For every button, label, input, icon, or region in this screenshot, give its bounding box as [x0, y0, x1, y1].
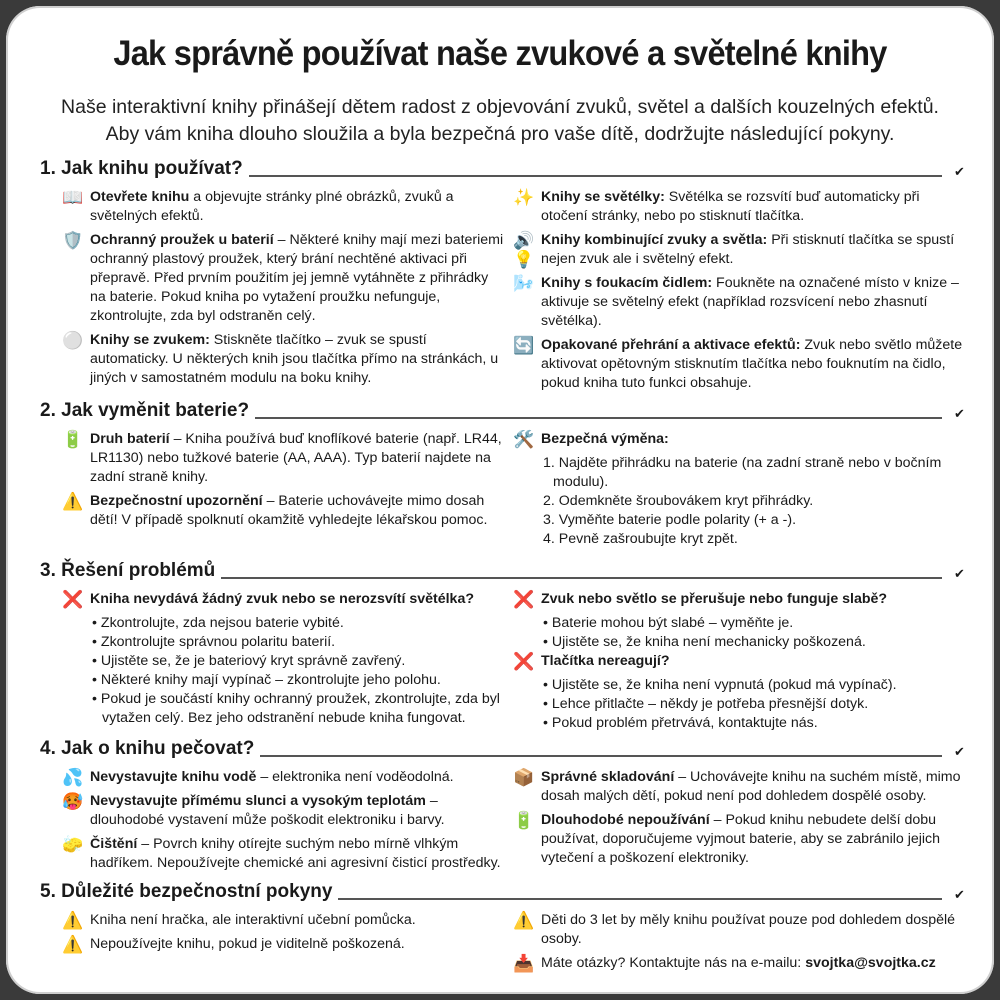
item-text	[90, 492, 505, 530]
list-item	[62, 911, 505, 930]
bullet-list	[62, 614, 505, 728]
list-item	[62, 430, 505, 487]
column-left	[40, 188, 505, 398]
list-item	[62, 188, 505, 226]
warning-icon: ⚠️	[62, 492, 84, 511]
list-item	[62, 231, 505, 326]
page-title: Jak správně používat naše zvukové a světelné knihy	[113, 34, 887, 73]
item-text	[541, 652, 670, 671]
chevron-icon: ✔	[954, 164, 965, 179]
item-text	[90, 188, 505, 226]
item-text	[541, 274, 970, 331]
section	[40, 879, 970, 978]
list-item	[513, 811, 970, 868]
column-right	[505, 590, 970, 733]
column-left	[40, 768, 505, 878]
list-item	[513, 954, 970, 973]
bullet-item: 2. Odemkněte šroubovákem kryt přihrádky.	[543, 493, 814, 509]
cleaning-icon: 🧽	[62, 835, 84, 854]
divider	[255, 417, 942, 419]
hot-face-icon: 🥵	[62, 792, 84, 811]
section-header	[40, 879, 970, 903]
bullet-item: • Ujistěte se, že kniha není vypnutá (pokud má vypínač).	[543, 677, 897, 693]
item-heading: Kniha nevydává žádný zvuk nebo se nerozsvítí světélka?	[90, 591, 474, 607]
chevron-icon: ✔	[954, 566, 965, 581]
column-left	[40, 430, 505, 549]
section-title: 3. Řešení problémů	[40, 560, 216, 581]
list-item	[62, 331, 505, 388]
item-text	[90, 935, 405, 954]
item-heading: Bezpečnostní upozornění	[90, 493, 263, 509]
item-text	[90, 911, 416, 930]
item-heading: Bezpečná výměna:	[541, 431, 669, 447]
item-heading: Správné skladování	[541, 769, 675, 785]
divider	[221, 577, 942, 579]
section-title: 1. Jak knihu používat?	[40, 158, 243, 179]
section-header	[40, 156, 970, 180]
section-title: 2. Jak vyměnit baterie?	[40, 400, 250, 421]
bullet-item: 4. Pevně zašroubujte kryt zpět.	[543, 531, 738, 547]
item-heading: Dlouhodobé nepoužívání	[541, 812, 710, 828]
list-item	[513, 590, 970, 652]
item-text	[90, 331, 505, 388]
item-body: Kniha není hračka, ale interaktivní učební pomůcka.	[90, 912, 416, 928]
item-text	[90, 768, 454, 787]
list-item	[513, 768, 970, 806]
bullet-item: • Lehce přitlačte – někdy je potřeba přesnější dotyk.	[543, 696, 869, 712]
item-body: Při stisknutí tlačítka se spustí nejen zvuk ale i světelný efekt.	[541, 232, 955, 267]
item-heading: Druh baterií	[90, 431, 170, 447]
bullet-item: • Některé knihy mají vypínač – zkontrolujte jeho polohu.	[92, 672, 441, 688]
section-title: 5. Důležité bezpečnostní pokyny	[40, 881, 333, 902]
battery-icon: 🔋	[513, 811, 535, 830]
item-heading: Knihy se světélky:	[541, 189, 665, 205]
section	[40, 558, 970, 733]
item-text	[541, 768, 970, 806]
list-item	[513, 188, 970, 226]
email-link[interactable]: svojtka@svojtka.cz	[805, 955, 936, 971]
section-header	[40, 736, 970, 760]
section	[40, 156, 970, 398]
item-text	[90, 231, 505, 326]
list-item	[513, 430, 970, 549]
divider	[338, 898, 942, 900]
item-body: Foukněte na označené místo v knize – aktivuje se světelný efekt (například rozsvícení nebo zhasnutí světélka).	[541, 275, 959, 329]
item-body: – elektronika není voděodolná.	[256, 769, 454, 785]
item-heading: Otevřete knihu	[90, 189, 190, 205]
bullet-item: • Zkontrolujte správnou polaritu baterií.	[92, 634, 336, 650]
book-icon: 📖	[62, 188, 84, 207]
item-body: a objevujte stránky plné obrázků, zvuků a světelných efektů.	[90, 189, 454, 224]
chevron-icon: ✔	[954, 406, 965, 421]
tools-icon: 🛠️	[513, 430, 535, 449]
warning-icon: ⚠️	[62, 935, 84, 954]
bullet-item: • Ujistěte se, že kniha není mechanicky poškozená.	[543, 634, 866, 650]
bullet-item: • Baterie mohou být slabé – vyměňte je.	[543, 615, 794, 631]
item-text	[90, 430, 505, 487]
item-heading: Opakované přehrání a aktivace efektů:	[541, 337, 801, 353]
item-text	[90, 590, 474, 609]
list-item	[513, 911, 970, 949]
list-item	[62, 590, 505, 728]
list-item	[62, 935, 505, 954]
sparkles-icon: ✨	[513, 188, 535, 207]
item-heading: Knihy s foukacím čidlem:	[541, 275, 713, 291]
bullet-item: • Pokud problém přetrvává, kontaktujte nás.	[543, 715, 818, 731]
bullet-list	[513, 614, 970, 652]
warning-icon: ⚠️	[513, 911, 535, 930]
chevron-icon: ✔	[954, 744, 965, 759]
column-right	[505, 430, 970, 549]
subtitle-line: Aby vám kniha dlouho sloužila a byla bezpečná pro vaše dítě, dodržujte následující pokyny.	[105, 123, 895, 145]
instruction-sheet	[6, 6, 994, 994]
cross-icon: ❌	[513, 590, 535, 609]
list-item	[513, 231, 970, 269]
item-text	[541, 188, 970, 226]
bullet-list	[513, 676, 970, 733]
water-icon: 💦	[62, 768, 84, 787]
subtitle-line: Naše interaktivní knihy přinášejí dětem radost z objevování zvuků, světel a dalších kouzelných efektů.	[61, 96, 939, 118]
item-heading: Ochranný proužek u baterií	[90, 232, 274, 248]
item-text	[541, 231, 970, 269]
repeat-icon: 🔄	[513, 336, 535, 355]
item-text	[90, 835, 505, 873]
item-body: Děti do 3 let by měly knihu používat pouze pod dohledem dospělé osoby.	[541, 912, 956, 947]
list-item	[62, 792, 505, 830]
column-left	[40, 590, 505, 733]
warning-icon: ⚠️	[62, 911, 84, 930]
bullet-item: 3. Vyměňte baterie podle polarity (+ a -).	[543, 512, 797, 528]
bullet-item: • Ujistěte se, že je bateriový kryt správně zavřený.	[92, 653, 406, 669]
list-item	[513, 274, 970, 331]
mail-icon: 📥	[513, 954, 535, 973]
speaker-bulb-icon: 🔊💡	[513, 231, 535, 269]
item-body: – Některé knihy mají mezi bateriemi ochranný plastový proužek, který brání nechtěné aktivaci při přepravě. Před prvním použitím jej jemně vytáhněte z přihrádky na baterie. Pokud kniha po vytažení proužku nefunguje, zkontrolujte, zda byl odstraněn celý.	[90, 232, 504, 324]
column-left	[40, 911, 505, 978]
item-heading: Knihy se zvukem:	[90, 332, 210, 348]
item-body: – dlouhodobé vystavení může poškodit elektroniku i barvy.	[90, 793, 445, 828]
item-text	[541, 590, 887, 609]
item-body: – Uchovávejte knihu na suchém místě, mimo dosah malých dětí, pokud není pod dohledem dospělé osoby.	[541, 769, 961, 804]
item-text	[541, 430, 669, 449]
item-body: – Povrch knihy otírejte suchým nebo mírně vlhkým hadříkem. Nepoužívejte chemické ani agresivní čisticí prostředky.	[90, 836, 501, 871]
item-heading: Knihy kombinující zvuky a světla:	[541, 232, 768, 248]
list-item	[62, 835, 505, 873]
battery-icon: 🔋	[62, 430, 84, 449]
list-item	[513, 652, 970, 733]
column-right	[505, 188, 970, 398]
item-heading: Nevystavujte knihu vodě	[90, 769, 257, 785]
item-body: Stiskněte tlačítko – zvuk se spustí automaticky. U některých knih jsou tlačítka přímo na stránkách, u jiných v samostatném modulu na boku knihy.	[90, 332, 499, 386]
item-heading: Nevystavujte přímému slunci a vysokým teplotám	[90, 793, 426, 809]
bullet-item: 1. Najděte přihrádku na baterie (na zadní straně nebo v bočním modulu).	[543, 455, 942, 490]
item-body: – Kniha používá buď knoflíkové baterie (např. LR44, LR1130) nebo tužkové baterie (AA, AAA). Typ baterií najdete na zadní straně knihy.	[90, 431, 502, 485]
divider	[260, 755, 942, 757]
item-text	[541, 336, 970, 393]
item-body: – Pokud knihu nebudete delší dobu používat, doporučujeme vyjmout baterie, aby se zabránilo jejich vytečení a poškození elektroniky.	[541, 812, 941, 866]
bullet-list	[513, 454, 970, 549]
section	[40, 736, 970, 878]
item-text	[541, 911, 970, 949]
item-body: Máte otázky? Kontaktujte nás na e-mailu:	[541, 955, 806, 971]
item-text	[541, 811, 970, 868]
item-body: Zvuk nebo světlo můžete aktivovat opětovným stisknutím tlačítka nebo fouknutím na čidlo, pokud kniha tuto funkci obsahuje.	[541, 337, 963, 391]
section-header	[40, 398, 970, 422]
button-icon: ⚪	[62, 331, 84, 350]
list-item	[62, 492, 505, 530]
section-title: 4. Jak o knihu pečovat?	[40, 738, 255, 759]
column-right	[505, 911, 970, 978]
item-body: – Baterie uchovávejte mimo dosah dětí! V případě spolknutí okamžitě vyhledejte lékařskou pomoc.	[90, 493, 488, 528]
list-item	[513, 336, 970, 393]
section-header	[40, 558, 970, 582]
item-text	[90, 792, 505, 830]
item-body: Nepoužívejte knihu, pokud je viditelně poškozená.	[90, 936, 405, 952]
chevron-icon: ✔	[954, 887, 965, 902]
blow-sensor-icon: 🌬️	[513, 274, 535, 293]
cross-icon: ❌	[513, 652, 535, 671]
box-icon: 📦	[513, 768, 535, 787]
item-heading: Tlačítka nereagují?	[541, 653, 670, 669]
bullet-item: • Zkontrolujte, zda nejsou baterie vybité.	[92, 615, 344, 631]
column-right	[505, 768, 970, 878]
item-body: Světélka se rozsvítí buď automaticky při otočení stránky, nebo po stisknutí tlačítka.	[541, 189, 920, 224]
item-heading: Čištění	[90, 836, 138, 852]
divider	[249, 175, 942, 177]
item-text	[541, 954, 936, 973]
section	[40, 398, 970, 549]
item-heading: Zvuk nebo světlo se přerušuje nebo funguje slabě?	[541, 591, 888, 607]
cross-icon: ❌	[62, 590, 84, 609]
subtitle	[6, 94, 994, 148]
list-item	[62, 768, 505, 787]
bullet-item: • Pokud je součástí knihy ochranný proužek, zkontrolujte, zda byl vytažen celý. Bez jeho odstranění nebude kniha fungovat.	[92, 691, 500, 726]
shield-icon: 🛡️	[62, 231, 84, 250]
